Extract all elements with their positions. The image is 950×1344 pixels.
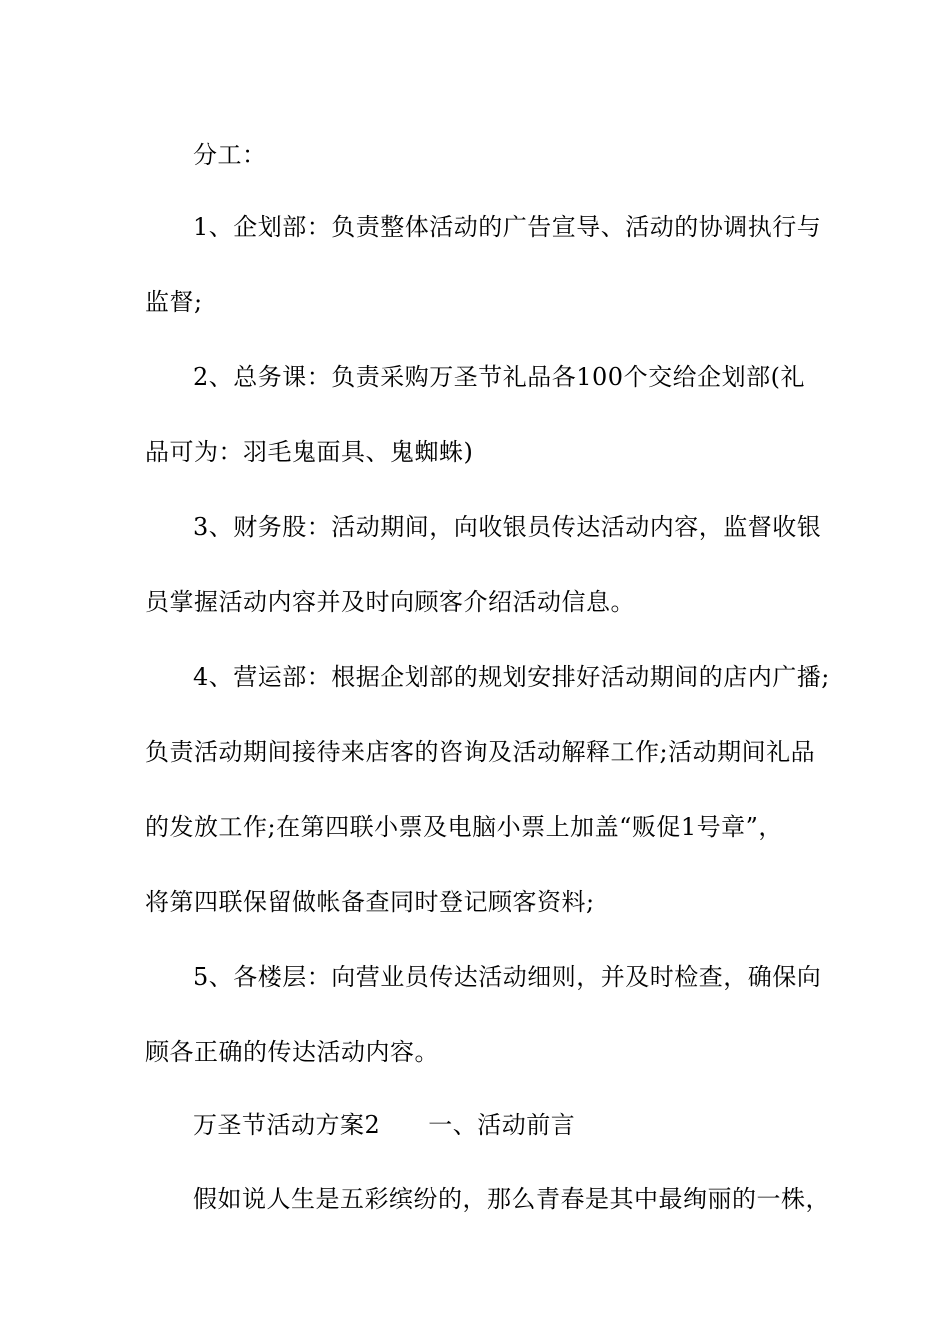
paragraph-1-line-1: 1、企划部：负责整体活动的广告宣导、活动的协调执行与 [193, 213, 822, 241]
paragraph-4-line-1: 4、营运部：根据企划部的规划安排好活动期间的店内广播; [193, 663, 830, 691]
paragraph-5-line-2: 顾各正确的传达活动内容。 [145, 1038, 439, 1066]
paragraph-5-line-1: 5、各楼层：向营业员传达活动细则，并及时检查，确保向 [193, 963, 822, 991]
paragraph-3-line-2: 员掌握活动内容并及时向顾客介绍活动信息。 [145, 588, 635, 616]
section-heading-line [193, 1110, 575, 1140]
paragraph-4-line-4: 将第四联保留做帐备查同时登记顾客资料; [145, 888, 595, 916]
section-label-fengong: 分工： [193, 141, 267, 169]
section-heading: 一、活动前言 [428, 1111, 576, 1139]
paragraph-4-line-3: 的发放工作;在第四联小票及电脑小票上加盖“贩促1号章”， [145, 813, 783, 841]
paragraph-1-line-2: 监督; [145, 288, 203, 316]
paragraph-2-line-2: 品可为：羽毛鬼面具、鬼蜘蛛) [145, 438, 474, 466]
doc-title: 万圣节活动方案2 [193, 1111, 381, 1139]
paragraph-2-line-1: 2、总务课：负责采购万圣节礼品各100个交给企划部(礼 [193, 363, 805, 391]
paragraph-6-line-1: 假如说人生是五彩缤纷的，那么青春是其中最绚丽的一株， [193, 1185, 830, 1213]
paragraph-3-line-1: 3、财务股：活动期间，向收银员传达活动内容，监督收银 [193, 513, 822, 541]
paragraph-4-line-2: 负责活动期间接待来店客的咨询及活动解释工作;活动期间礼品 [145, 738, 816, 766]
